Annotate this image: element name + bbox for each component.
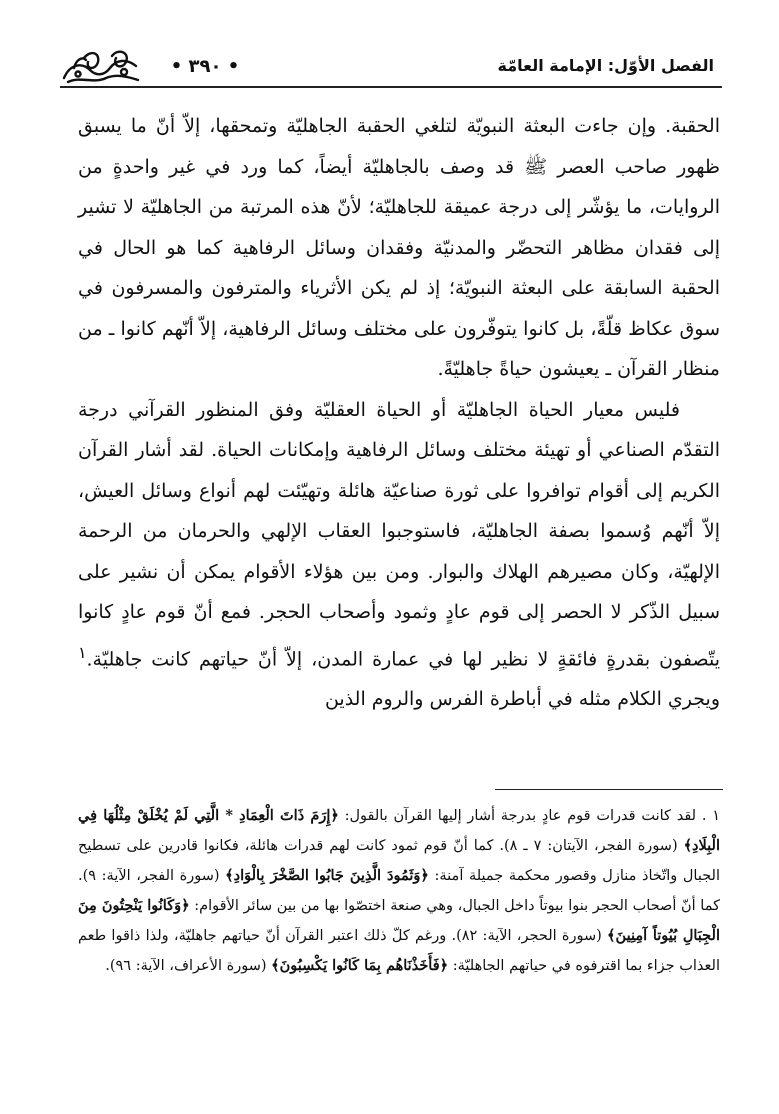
footnote-separator [495, 789, 723, 790]
footnote-text-3: (سورة الفجر، الآية: ٩). كما أنّ أصحاب الحجر بنوا بيوتاً داخل الجبال، وهي صنعة اختصّوا بها من بين سائر الأقوام: [78, 868, 721, 914]
footnote [78, 801, 720, 981]
quran-quote-3: ﴿وَكَانُوا يَنْحِتُونَ مِنَ الْجِبَالِ بُيُوتاً آمِنِينَ﴾ [78, 897, 720, 944]
quran-quote-1: ﴿إِرَمَ ذَاتَ الْعِمَادِ * الَّتِي لَمْ يُخْلَقْ مِثْلُهَا فِي الْبِلَادِ﴾ [78, 807, 720, 854]
main-text [78, 106, 720, 720]
paragraph-1: الحقبة. وإن جاءت البعثة النبويّة لتلغي الحقبة الجاهليّة وتمحقها، إلاّ أنّ ما يسبق ظهور صاحب العصر ﷺ قد وصف بالجاهليّة أيضاً، كما ورد في غير واحدةٍ من الروايات، ما يؤشّر إلى درجة عميقة للجاهليّة؛ لأنّ هذه المرتبة من الجاهليّة لا تشير إلى فقدان مظاهر التحضّر والمدنيّة وفقدان وسائل الرفاهية كما هو الحال في الحقبة السابقة على البعثة النبويّة؛ إذ لم يكن الأثرياء والمترفون والمسرفون في سوق عكاظ قلّةً، بل كانوا يتوفّرون على مختلف وسائل الرفاهية، إلاّ أنّهم كانوا ـ من منظار القرآن ـ يعيشون حياةً جاهليّةً. [78, 115, 720, 380]
footnote-marker: ١ [78, 642, 87, 662]
paragraph-2-tail: ويجري الكلام مثله في أباطرة الفرس والروم الذين [324, 688, 720, 711]
paragraph-2 [78, 390, 720, 720]
footnote-text-4: (سورة الحجر، الآية: ٨٢). ورغم كلّ ذلك اعتبر القرآن أنّ حياتهم جاهليّة، ولذا ذاقوا طعم العذاب جزاء بما اقترفوه في حياتهم الجاهليّة: [78, 928, 720, 974]
chapter-title: الفصل الأوّل: الإمامة العامّة [497, 56, 714, 75]
page-number: • ٣٩٠ • [170, 56, 240, 77]
quran-quote-2: ﴿وَثَمُودَ الَّذِينَ جَابُوا الصَّخْرَ بِالْوَادِ﴾ [225, 867, 429, 884]
footnote-text-2: (سورة الفجر، الآيتان: ٧ ـ ٨). كما أنّ قوم ثمود كانت لهم قدرات هائلة، فكانوا قادرين على تسطيح الجبال واتّخاذ منازل وقصور محكمة جميلة آمنة: [78, 838, 721, 884]
footnote-text-5: (سورة الأعراف، الآية: ٩٦). [105, 958, 272, 974]
header-rule [60, 86, 722, 88]
footnote-text-1: ١ . لقد كانت قدرات قوم عادٍ بدرجة أشار إليها القرآن بالقول: [338, 808, 720, 824]
footnote-1 [78, 801, 720, 981]
page-header [60, 46, 722, 96]
paragraph-2-text: فليس معيار الحياة الجاهليّة أو الحياة العقليّة وفق المنظور القرآني درجة التقدّم الصناعي أو تهيئة مختلف وسائل الرفاهية وإمكانات الحياة. لقد أشار القرآن الكريم إلى أقوام توافروا على ثورة صناعيّة هائلة وتهيّئت لهم أنواع وسائل العيش، إلاّ أنّهم وُسموا بصفة الجاهليّة، فاستوجبوا العقاب الإلهي والحرمان من الرحمة الإلهيّة، وكان مصيرهم الهلاك والبوار. ومن بين هؤلاء الأقوام يمكن أن نشير على سبيل الذّكر لا الحصر إلى قوم عادٍ وثمود وأصحاب الحجر. فمع أنّ قوم عادٍ كانوا يتّصفون بقدرةٍ فائقةٍ لا نظير لها في عمارة المدن، إلاّ أنّ حياتهم كانت جاهليّة. [78, 398, 720, 670]
quran-quote-4: ﴿فَأَخَذْنَاهُم بِمَا كَانُوا يَكْسِبُونَ﴾ [271, 957, 449, 974]
